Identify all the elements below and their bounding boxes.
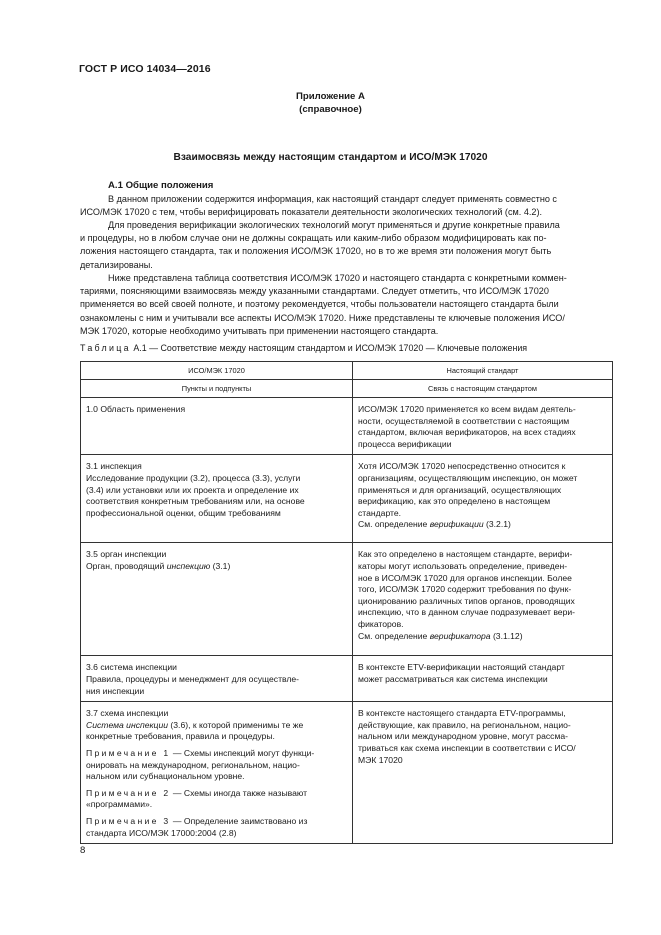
table-note-2: Примечание 2 — Схемы иногда также называют «программами».: [86, 787, 308, 810]
table-cell-relation: ИСО/МЭК 17020 применяется ко всем видам деятель- ности, осуществляемой в соответствии с настоящим стандартом, включая верификаторов, на всех стадиях процесса верификации: [353, 398, 613, 455]
col1-subheader: Пункты и подпункты: [81, 380, 353, 398]
paragraph-1: В данном приложении содержится информация, как настоящий стандарт следует применять совместно с ИСО/МЭК 17020 с тем, чтобы верифицировать показатели деятельности экологических технологий (см. 4.2).: [80, 194, 557, 218]
table-row: [81, 398, 613, 455]
table-row: [81, 543, 613, 656]
col1-header: ИСО/МЭК 17020: [81, 362, 353, 380]
table-cell-relation: В контексте ETV-верификации настоящий стандарт может рассматриваться как система инспекции: [353, 656, 613, 702]
table-note-1: Примечание 1 — Схемы инспекций могут функци- онировать на международном, региональном, нацио- нальном или субнациональном уровне.: [86, 747, 315, 782]
table-row: [81, 656, 613, 702]
table-row: [81, 702, 613, 844]
document-code: ГОСТ Р ИСО 14034—2016: [79, 63, 211, 75]
section-title: Взаимосвязь между настоящим стандартом и ИСО/МЭК 17020: [173, 152, 488, 163]
appendix-subtitle: (справочное): [299, 104, 362, 115]
table-header-row: [81, 362, 613, 380]
table-row: [81, 455, 613, 543]
table-cell-clause: 3.6 система инспекции Правила, процедуры и менеджмент для осуществле- ния инспекции: [81, 656, 353, 702]
appendix-title: Приложение А: [296, 91, 365, 102]
paragraph-3: Ниже представлена таблица соответствия ИСО/МЭК 17020 и настоящего стандарта с конкретными коммен- тариями, поясняющими взаимосвязь между указанными стандартами. Следует отметить, что ИСО/МЭК 17020 применяется во всей своей полноте, и поэтому рекомендуется, чтобы пользователи настоящего стандарта были ознакомлены с ним и учитывали все аспекты ИСО/МЭК 17020. Ниже представлены те ключевые положения ИСО/ МЭК 17020, которые необходимо учитывать при применении настоящего стандарта.: [80, 273, 567, 336]
table-cell-relation: Хотя ИСО/МЭК 17020 непосредственно относится к организациям, осуществляющим инспекцию, он может применяться и для организаций, осуществляющих верификацию, как это определено в настоящем стандарте. См. определение верификации (3.2.1): [353, 455, 613, 543]
table-caption: Таблица А.1 — Соответствие между настоящим стандартом и ИСО/МЭК 17020 — Ключевые положения: [80, 343, 528, 353]
col2-header: Настоящий стандарт: [353, 362, 613, 380]
table-cell-relation: В контексте настоящего стандарта ETV-программы, действующие, как правило, на региональном, нацио- нальном или международном уровне, могут рассма- триваться как схема инспекции в соответствии с ИСО/ МЭК 17020: [353, 702, 613, 844]
table-cell-clause: 1.0 Область применения: [81, 398, 353, 455]
table-cell-clause: 3.5 орган инспекции Орган, проводящий инспекцию (3.1): [81, 543, 353, 656]
table-cell-relation: Как это определено в настоящем стандарте, верифи- каторы могут использовать определение, приведен- ное в ИСО/МЭК 17020 для органов инспекции. Более того, ИСО/МЭК 17020 содержит требования по функ- ционированию различных типов органов, проводящих инспекцию, что в данном случае подразумевает вери- фикаторов. См. определение верификатора (3.1.12): [353, 543, 613, 656]
table-subheader-row: [81, 380, 613, 398]
col2-subheader: Связь с настоящим стандартом: [353, 380, 613, 398]
table-cell-clause: 3.1 инспекция Исследование продукции (3.2), процесса (3.3), услуги (3.4) или установки или их проекта и определение их соответствия конкретным требованиям или, на основе профессиональной оценки, общим требованиям: [81, 455, 353, 543]
table-note-3: Примечание 3 — Определение заимствовано из стандарта ИСО/МЭК 17000:2004 (2.8): [86, 815, 308, 838]
correspondence-table: [80, 361, 613, 844]
page-number: 8: [80, 845, 86, 856]
paragraph-2: Для проведения верификации экологических технологий могут применяться и другие конкретные правила и процедуры, но в любом случае они не должны сокращать или каким-либо образом модифицировать как по- ложения настоящего стандарта, так и положения ИСО/МЭК 17020, но в то же время эти положения могут быть детализированы.: [80, 220, 560, 270]
table-cell-clause: 3.7 схема инспекции Система инспекции (3.6), к которой применимы те же конкретные требования, правила и процедуры. Примечание 1 — Схемы инспекций могут функци- онировать на международном, региональном, нацио- нальном или субнациональном уровне. Примечание 2 — Схемы иногда также называют «программами». Примечание 3 — Определение заимствовано из стандарта ИСО/МЭК 17000:2004 (2.8): [81, 702, 353, 844]
subsection-title: А.1 Общие положения: [108, 180, 214, 191]
